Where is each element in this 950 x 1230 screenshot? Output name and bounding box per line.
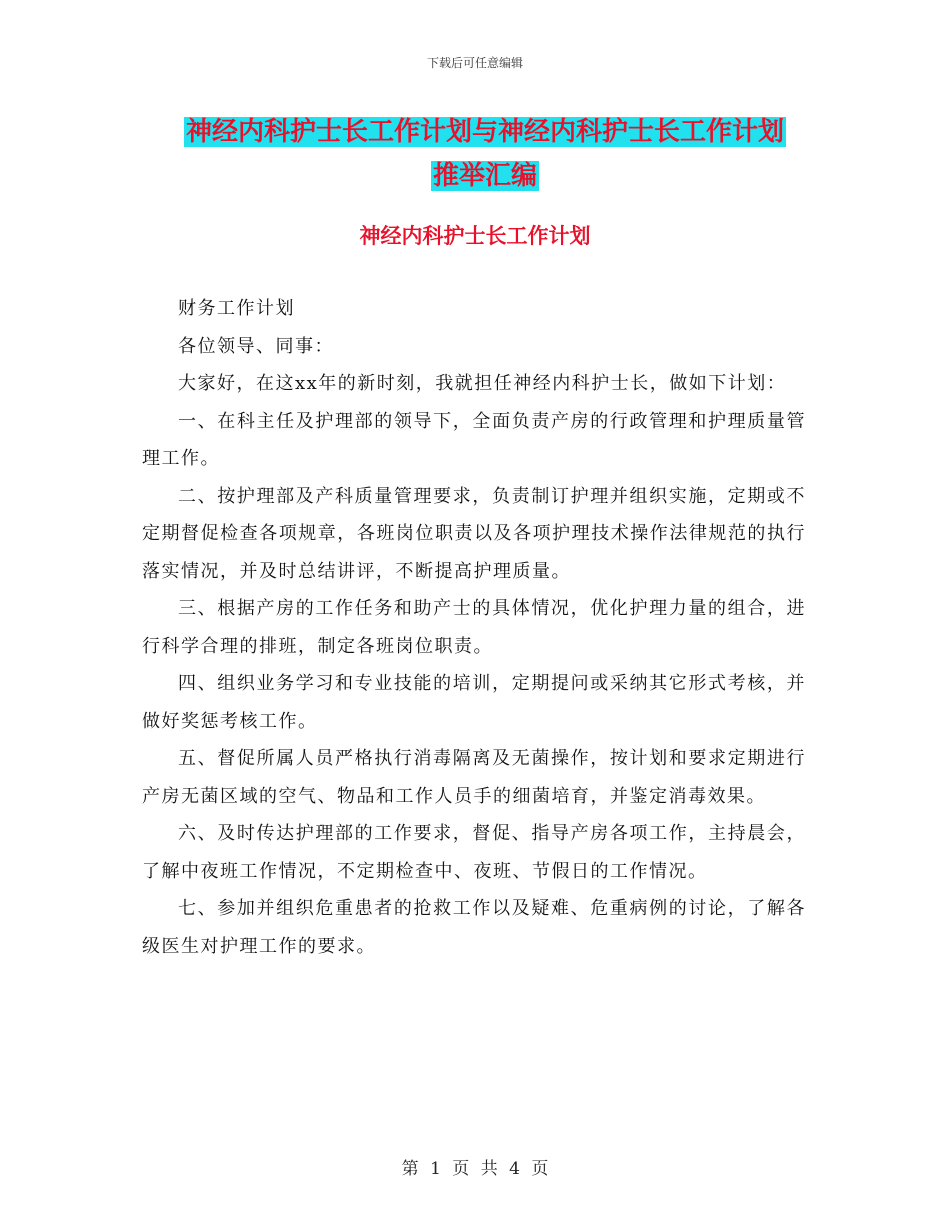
document-body bbox=[142, 290, 806, 965]
paragraph: 一、在科主任及护理部的领导下，全面负责产房的行政管理和护理质量管理工作。 bbox=[142, 410, 806, 469]
page-number-footer: 第 1 页 共 4 页 bbox=[401, 1159, 549, 1179]
paragraph: 财务工作计划 bbox=[178, 298, 295, 319]
section-title: 神经内科护士长工作计划 bbox=[359, 224, 591, 248]
paragraph: 六、及时传达护理部的工作要求，督促、指导产房各项工作，主持晨会，了解中夜班工作情况，不定期检查中、夜班、节假日的工作情况。 bbox=[142, 823, 806, 882]
paragraph: 四、组织业务学习和专业技能的培训，定期提问或采纳其它形式考核，并做好奖惩考核工作。 bbox=[142, 673, 806, 732]
paragraph: 大家好，在这xx年的新时刻，我就担任神经内科护士长，做如下计划： bbox=[178, 373, 787, 394]
header-note: 下载后可任意编辑 bbox=[426, 56, 523, 70]
title-line-1: 神经内科护士长工作计划与神经内科护士长工作计划 bbox=[185, 117, 784, 147]
paragraph: 五、督促所属人员严格执行消毒隔离及无菌操作，按计划和要求定期进行产房无菌区域的空气、物品和工作人员手的细菌培育，并鉴定消毒效果。 bbox=[142, 748, 806, 807]
document-title bbox=[140, 110, 830, 198]
title-line-2: 推举汇编 bbox=[432, 161, 537, 191]
paragraph: 各位领导、同事： bbox=[178, 335, 334, 357]
paragraph: 三、根据产房的工作任务和助产士的具体情况，优化护理力量的组合，进行科学合理的排班，制定各班岗位职责。 bbox=[142, 598, 806, 657]
paragraph: 七、参加并组织危重患者的抢救工作以及疑难、危重病例的讨论，了解各级医生对护理工作的要求。 bbox=[142, 898, 806, 957]
paragraph: 二、按护理部及产科质量管理要求，负责制订护理并组织实施，定期或不定期督促检查各项规章，各班岗位职责以及各项护理技术操作法律规范的执行落实情况，并及时总结讲评，不断提高护理质量。 bbox=[142, 485, 806, 582]
